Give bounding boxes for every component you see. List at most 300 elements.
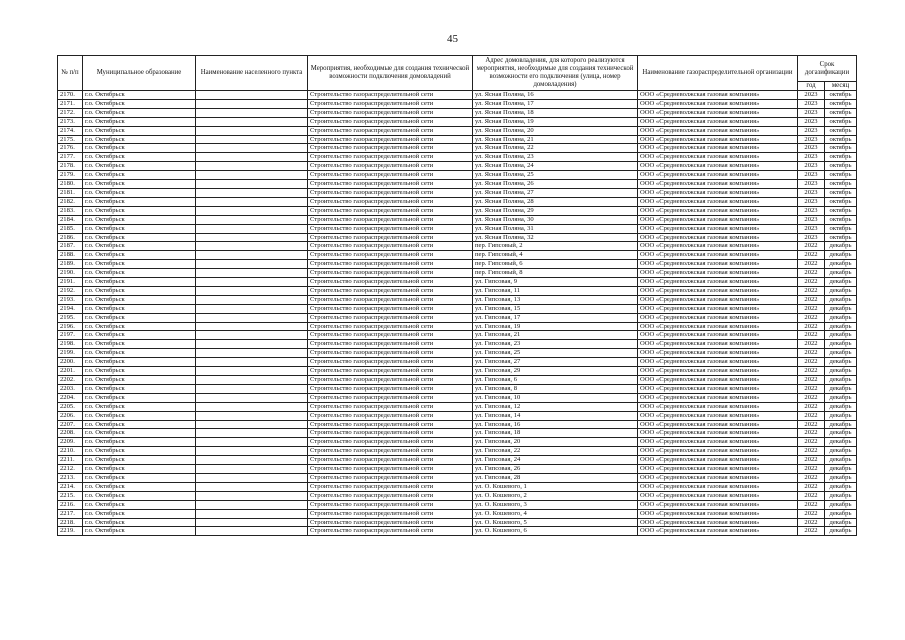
row-measures: Строительство газораспределительной сети bbox=[308, 153, 473, 162]
row-address: ул. Ясная Поляна, 31 bbox=[473, 224, 638, 233]
row-measures: Строительство газораспределительной сети bbox=[308, 91, 473, 100]
row-year: 2022 bbox=[798, 509, 825, 518]
row-municipality: г.о. Октябрьск bbox=[83, 153, 196, 162]
row-num: 2175. bbox=[58, 135, 83, 144]
row-measures: Строительство газораспределительной сети bbox=[308, 269, 473, 278]
row-month: декабрь bbox=[825, 527, 857, 536]
table-row bbox=[58, 91, 857, 100]
row-month: октябрь bbox=[825, 108, 857, 117]
row-settlement bbox=[196, 509, 308, 518]
row-organization: ООО «Средневолжская газовая компания» bbox=[638, 411, 798, 420]
row-organization: ООО «Средневолжская газовая компания» bbox=[638, 126, 798, 135]
row-month: декабрь bbox=[825, 402, 857, 411]
row-month: декабрь bbox=[825, 331, 857, 340]
row-month: декабрь bbox=[825, 269, 857, 278]
row-year: 2022 bbox=[798, 447, 825, 456]
table-row bbox=[58, 376, 857, 385]
row-num: 2185. bbox=[58, 224, 83, 233]
row-organization: ООО «Средневолжская газовая компания» bbox=[638, 278, 798, 287]
page-number: 45 bbox=[447, 33, 458, 45]
row-organization: ООО «Средневолжская газовая компания» bbox=[638, 286, 798, 295]
row-municipality: г.о. Октябрьск bbox=[83, 465, 196, 474]
row-organization: ООО «Средневолжская газовая компания» bbox=[638, 349, 798, 358]
row-settlement bbox=[196, 447, 308, 456]
row-month: декабрь bbox=[825, 376, 857, 385]
row-month: декабрь bbox=[825, 447, 857, 456]
row-address: ул. Гипсовая, 25 bbox=[473, 349, 638, 358]
row-measures: Строительство газораспределительной сети bbox=[308, 260, 473, 269]
row-year: 2022 bbox=[798, 465, 825, 474]
row-municipality: г.о. Октябрьск bbox=[83, 197, 196, 206]
row-measures: Строительство газораспределительной сети bbox=[308, 384, 473, 393]
row-settlement bbox=[196, 411, 308, 420]
row-num: 2209. bbox=[58, 438, 83, 447]
row-year: 2022 bbox=[798, 242, 825, 251]
row-municipality: г.о. Октябрьск bbox=[83, 420, 196, 429]
row-organization: ООО «Средневолжская газовая компания» bbox=[638, 215, 798, 224]
row-municipality: г.о. Октябрьск bbox=[83, 188, 196, 197]
row-year: 2022 bbox=[798, 491, 825, 500]
row-month: декабрь bbox=[825, 304, 857, 313]
row-year: 2022 bbox=[798, 295, 825, 304]
header-deadline: Срок догазификации bbox=[798, 56, 857, 82]
row-measures: Строительство газораспределительной сети bbox=[308, 126, 473, 135]
row-num: 2211. bbox=[58, 456, 83, 465]
row-num: 2218. bbox=[58, 518, 83, 527]
gasification-table bbox=[57, 55, 857, 536]
row-settlement bbox=[196, 286, 308, 295]
row-municipality: г.о. Октябрьск bbox=[83, 99, 196, 108]
row-num: 2215. bbox=[58, 491, 83, 500]
row-settlement bbox=[196, 242, 308, 251]
row-organization: ООО «Средневолжская газовая компания» bbox=[638, 117, 798, 126]
row-measures: Строительство газораспределительной сети bbox=[308, 349, 473, 358]
row-month: декабрь bbox=[825, 429, 857, 438]
row-settlement bbox=[196, 215, 308, 224]
row-measures: Строительство газораспределительной сети bbox=[308, 242, 473, 251]
header-num: № п/п bbox=[58, 56, 83, 91]
row-organization: ООО «Средневолжская газовая компания» bbox=[638, 367, 798, 376]
row-organization: ООО «Средневолжская газовая компания» bbox=[638, 393, 798, 402]
row-num: 2195. bbox=[58, 313, 83, 322]
row-organization: ООО «Средневолжская газовая компания» bbox=[638, 295, 798, 304]
row-settlement bbox=[196, 527, 308, 536]
header-month: месяц bbox=[825, 82, 857, 91]
table-row bbox=[58, 367, 857, 376]
row-measures: Строительство газораспределительной сети bbox=[308, 340, 473, 349]
row-settlement bbox=[196, 518, 308, 527]
header-address: Адрес домовладения, для которого реализуются мероприятия, необходимые для создания технической возможности его подключения (улица, номер домовладения) bbox=[473, 56, 638, 91]
row-year: 2022 bbox=[798, 260, 825, 269]
row-num: 2203. bbox=[58, 384, 83, 393]
table-row bbox=[58, 171, 857, 180]
row-settlement bbox=[196, 482, 308, 491]
row-municipality: г.о. Октябрьск bbox=[83, 251, 196, 260]
row-settlement bbox=[196, 108, 308, 117]
table-row bbox=[58, 260, 857, 269]
table-header bbox=[58, 56, 857, 91]
row-num: 2188. bbox=[58, 251, 83, 260]
row-num: 2177. bbox=[58, 153, 83, 162]
row-month: декабрь bbox=[825, 456, 857, 465]
row-month: декабрь bbox=[825, 313, 857, 322]
row-year: 2022 bbox=[798, 358, 825, 367]
row-num: 2198. bbox=[58, 340, 83, 349]
row-municipality: г.о. Октябрьск bbox=[83, 162, 196, 171]
row-address: ул. Гипсовая, 10 bbox=[473, 393, 638, 402]
row-measures: Строительство газораспределительной сети bbox=[308, 465, 473, 474]
row-month: октябрь bbox=[825, 153, 857, 162]
row-year: 2022 bbox=[798, 518, 825, 527]
table-row bbox=[58, 188, 857, 197]
row-organization: ООО «Средневолжская газовая компания» bbox=[638, 224, 798, 233]
row-settlement bbox=[196, 224, 308, 233]
row-organization: ООО «Средневолжская газовая компания» bbox=[638, 518, 798, 527]
row-year: 2022 bbox=[798, 456, 825, 465]
row-measures: Строительство газораспределительной сети bbox=[308, 402, 473, 411]
row-measures: Строительство газораспределительной сети bbox=[308, 304, 473, 313]
row-month: октябрь bbox=[825, 99, 857, 108]
row-address: ул. Ясная Поляна, 28 bbox=[473, 197, 638, 206]
table-row bbox=[58, 108, 857, 117]
row-address: ул. О. Кошевого, 1 bbox=[473, 482, 638, 491]
row-municipality: г.о. Октябрьск bbox=[83, 518, 196, 527]
row-year: 2022 bbox=[798, 340, 825, 349]
row-num: 2204. bbox=[58, 393, 83, 402]
row-municipality: г.о. Октябрьск bbox=[83, 313, 196, 322]
row-year: 2023 bbox=[798, 162, 825, 171]
row-municipality: г.о. Октябрьск bbox=[83, 180, 196, 189]
row-settlement bbox=[196, 260, 308, 269]
row-measures: Строительство газораспределительной сети bbox=[308, 358, 473, 367]
row-year: 2023 bbox=[798, 233, 825, 242]
row-municipality: г.о. Октябрьск bbox=[83, 367, 196, 376]
table-row bbox=[58, 144, 857, 153]
row-measures: Строительство газораспределительной сети bbox=[308, 500, 473, 509]
row-municipality: г.о. Октябрьск bbox=[83, 509, 196, 518]
row-address: ул. Ясная Поляна, 32 bbox=[473, 233, 638, 242]
row-organization: ООО «Средневолжская газовая компания» bbox=[638, 482, 798, 491]
row-measures: Строительство газораспределительной сети bbox=[308, 420, 473, 429]
row-municipality: г.о. Октябрьск bbox=[83, 108, 196, 117]
row-month: октябрь bbox=[825, 224, 857, 233]
table-row bbox=[58, 224, 857, 233]
row-municipality: г.о. Октябрьск bbox=[83, 322, 196, 331]
row-month: декабрь bbox=[825, 358, 857, 367]
row-address: ул. О. Кошевого, 2 bbox=[473, 491, 638, 500]
row-month: октябрь bbox=[825, 91, 857, 100]
row-month: октябрь bbox=[825, 135, 857, 144]
row-num: 2192. bbox=[58, 286, 83, 295]
row-address: ул. Ясная Поляна, 18 bbox=[473, 108, 638, 117]
row-address: ул. Ясная Поляна, 30 bbox=[473, 215, 638, 224]
row-municipality: г.о. Октябрьск bbox=[83, 491, 196, 500]
row-organization: ООО «Средневолжская газовая компания» bbox=[638, 465, 798, 474]
row-address: ул. Гипсовая, 15 bbox=[473, 304, 638, 313]
row-year: 2022 bbox=[798, 420, 825, 429]
row-year: 2022 bbox=[798, 376, 825, 385]
row-measures: Строительство газораспределительной сети bbox=[308, 438, 473, 447]
row-address: ул. О. Кошевого, 6 bbox=[473, 527, 638, 536]
row-municipality: г.о. Октябрьск bbox=[83, 376, 196, 385]
row-address: ул. Гипсовая, 19 bbox=[473, 322, 638, 331]
row-num: 2186. bbox=[58, 233, 83, 242]
table-row bbox=[58, 295, 857, 304]
row-num: 2191. bbox=[58, 278, 83, 287]
row-municipality: г.о. Октябрьск bbox=[83, 117, 196, 126]
row-settlement bbox=[196, 188, 308, 197]
row-organization: ООО «Средневолжская газовая компания» bbox=[638, 144, 798, 153]
row-num: 2205. bbox=[58, 402, 83, 411]
row-num: 2193. bbox=[58, 295, 83, 304]
table-row bbox=[58, 215, 857, 224]
row-organization: ООО «Средневолжская газовая компания» bbox=[638, 233, 798, 242]
row-measures: Строительство газораспределительной сети bbox=[308, 233, 473, 242]
row-month: декабрь bbox=[825, 491, 857, 500]
table-row bbox=[58, 206, 857, 215]
table-row bbox=[58, 473, 857, 482]
table-row bbox=[58, 251, 857, 260]
table-row bbox=[58, 313, 857, 322]
row-settlement bbox=[196, 322, 308, 331]
row-year: 2022 bbox=[798, 313, 825, 322]
row-month: октябрь bbox=[825, 117, 857, 126]
table-row bbox=[58, 402, 857, 411]
row-municipality: г.о. Октябрьск bbox=[83, 286, 196, 295]
row-num: 2189. bbox=[58, 260, 83, 269]
row-num: 2172. bbox=[58, 108, 83, 117]
row-measures: Строительство газораспределительной сети bbox=[308, 188, 473, 197]
row-address: ул. Гипсовая, 16 bbox=[473, 420, 638, 429]
row-municipality: г.о. Октябрьск bbox=[83, 402, 196, 411]
row-organization: ООО «Средневолжская газовая компания» bbox=[638, 447, 798, 456]
row-settlement bbox=[196, 144, 308, 153]
row-year: 2022 bbox=[798, 482, 825, 491]
row-organization: ООО «Средневолжская газовая компания» bbox=[638, 384, 798, 393]
row-measures: Строительство газораспределительной сети bbox=[308, 367, 473, 376]
row-organization: ООО «Средневолжская газовая компания» bbox=[638, 331, 798, 340]
table-row bbox=[58, 518, 857, 527]
header-measures: Мероприятия, необходимые для создания технической возможности подключения домовладений bbox=[308, 56, 473, 91]
table-row bbox=[58, 500, 857, 509]
header-organization: Наименование газораспределительной организации bbox=[638, 56, 798, 91]
row-organization: ООО «Средневолжская газовая компания» bbox=[638, 206, 798, 215]
row-settlement bbox=[196, 117, 308, 126]
row-municipality: г.о. Октябрьск bbox=[83, 447, 196, 456]
row-month: декабрь bbox=[825, 465, 857, 474]
row-settlement bbox=[196, 171, 308, 180]
row-num: 2201. bbox=[58, 367, 83, 376]
table-row bbox=[58, 482, 857, 491]
row-month: октябрь bbox=[825, 126, 857, 135]
row-measures: Строительство газораспределительной сети bbox=[308, 286, 473, 295]
row-settlement bbox=[196, 233, 308, 242]
header-settlement: Наименование населенного пункта bbox=[196, 56, 308, 91]
row-month: октябрь bbox=[825, 197, 857, 206]
row-month: декабрь bbox=[825, 509, 857, 518]
row-settlement bbox=[196, 384, 308, 393]
row-year: 2023 bbox=[798, 126, 825, 135]
row-organization: ООО «Средневолжская газовая компания» bbox=[638, 500, 798, 509]
row-year: 2022 bbox=[798, 438, 825, 447]
row-municipality: г.о. Октябрьск bbox=[83, 91, 196, 100]
row-municipality: г.о. Октябрьск bbox=[83, 171, 196, 180]
row-measures: Строительство газораспределительной сети bbox=[308, 295, 473, 304]
row-month: декабрь bbox=[825, 349, 857, 358]
row-settlement bbox=[196, 393, 308, 402]
row-measures: Строительство газораспределительной сети bbox=[308, 491, 473, 500]
row-year: 2023 bbox=[798, 171, 825, 180]
row-organization: ООО «Средневолжская газовая компания» bbox=[638, 269, 798, 278]
table-row bbox=[58, 491, 857, 500]
row-measures: Строительство газораспределительной сети bbox=[308, 224, 473, 233]
row-num: 2180. bbox=[58, 180, 83, 189]
row-settlement bbox=[196, 500, 308, 509]
table-row bbox=[58, 278, 857, 287]
row-municipality: г.о. Октябрьск bbox=[83, 473, 196, 482]
row-month: декабрь bbox=[825, 384, 857, 393]
row-year: 2023 bbox=[798, 180, 825, 189]
row-settlement bbox=[196, 349, 308, 358]
row-year: 2022 bbox=[798, 393, 825, 402]
row-address: ул. Ясная Поляна, 16 bbox=[473, 91, 638, 100]
row-organization: ООО «Средневолжская газовая компания» bbox=[638, 313, 798, 322]
row-address: ул. О. Кошевого, 5 bbox=[473, 518, 638, 527]
row-settlement bbox=[196, 438, 308, 447]
row-year: 2022 bbox=[798, 527, 825, 536]
row-settlement bbox=[196, 251, 308, 260]
table-row bbox=[58, 465, 857, 474]
row-month: декабрь bbox=[825, 393, 857, 402]
row-address: ул. Гипсовая, 12 bbox=[473, 402, 638, 411]
table-row bbox=[58, 162, 857, 171]
row-municipality: г.о. Октябрьск bbox=[83, 349, 196, 358]
table-row bbox=[58, 304, 857, 313]
row-num: 2190. bbox=[58, 269, 83, 278]
row-municipality: г.о. Октябрьск bbox=[83, 144, 196, 153]
row-year: 2022 bbox=[798, 367, 825, 376]
row-address: ул. Ясная Поляна, 19 bbox=[473, 117, 638, 126]
row-num: 2200. bbox=[58, 358, 83, 367]
row-month: декабрь bbox=[825, 482, 857, 491]
row-municipality: г.о. Октябрьск bbox=[83, 340, 196, 349]
row-measures: Строительство газораспределительной сети bbox=[308, 518, 473, 527]
row-measures: Строительство газораспределительной сети bbox=[308, 376, 473, 385]
row-address: ул. О. Кошевого, 4 bbox=[473, 509, 638, 518]
row-month: декабрь bbox=[825, 322, 857, 331]
row-measures: Строительство газораспределительной сети bbox=[308, 482, 473, 491]
table-row bbox=[58, 411, 857, 420]
row-measures: Строительство газораспределительной сети bbox=[308, 206, 473, 215]
table-row bbox=[58, 527, 857, 536]
row-municipality: г.о. Октябрьск bbox=[83, 242, 196, 251]
row-measures: Строительство газораспределительной сети bbox=[308, 171, 473, 180]
row-address: ул. Ясная Поляна, 27 bbox=[473, 188, 638, 197]
table-row bbox=[58, 233, 857, 242]
row-month: декабрь bbox=[825, 340, 857, 349]
row-address: ул. Ясная Поляна, 29 bbox=[473, 206, 638, 215]
row-month: октябрь bbox=[825, 144, 857, 153]
row-organization: ООО «Средневолжская газовая компания» bbox=[638, 162, 798, 171]
row-address: ул. Гипсовая, 26 bbox=[473, 465, 638, 474]
row-address: ул. Гипсовая, 6 bbox=[473, 376, 638, 385]
row-address: ул. Гипсовая, 22 bbox=[473, 447, 638, 456]
row-address: пер. Гипсовый, 2 bbox=[473, 242, 638, 251]
row-year: 2022 bbox=[798, 269, 825, 278]
row-settlement bbox=[196, 473, 308, 482]
row-municipality: г.о. Октябрьск bbox=[83, 438, 196, 447]
row-address: ул. Гипсовая, 27 bbox=[473, 358, 638, 367]
row-settlement bbox=[196, 126, 308, 135]
row-municipality: г.о. Октябрьск bbox=[83, 269, 196, 278]
row-address: пер. Гипсовый, 8 bbox=[473, 269, 638, 278]
row-month: декабрь bbox=[825, 367, 857, 376]
row-address: ул. Ясная Поляна, 26 bbox=[473, 180, 638, 189]
row-settlement bbox=[196, 465, 308, 474]
row-settlement bbox=[196, 367, 308, 376]
row-num: 2217. bbox=[58, 509, 83, 518]
row-settlement bbox=[196, 429, 308, 438]
row-month: октябрь bbox=[825, 188, 857, 197]
row-num: 2181. bbox=[58, 188, 83, 197]
row-organization: ООО «Средневолжская газовая компания» bbox=[638, 429, 798, 438]
row-num: 2178. bbox=[58, 162, 83, 171]
row-municipality: г.о. Октябрьск bbox=[83, 295, 196, 304]
row-num: 2184. bbox=[58, 215, 83, 224]
table-row bbox=[58, 322, 857, 331]
row-organization: ООО «Средневолжская газовая компания» bbox=[638, 420, 798, 429]
row-year: 2022 bbox=[798, 402, 825, 411]
row-measures: Строительство газораспределительной сети bbox=[308, 473, 473, 482]
row-month: декабрь bbox=[825, 411, 857, 420]
row-address: ул. Гипсовая, 24 bbox=[473, 456, 638, 465]
row-settlement bbox=[196, 278, 308, 287]
row-year: 2023 bbox=[798, 224, 825, 233]
row-municipality: г.о. Октябрьск bbox=[83, 384, 196, 393]
row-municipality: г.о. Октябрьск bbox=[83, 206, 196, 215]
row-address: пер. Гипсовый, 6 bbox=[473, 260, 638, 269]
row-municipality: г.о. Октябрьск bbox=[83, 260, 196, 269]
row-year: 2023 bbox=[798, 135, 825, 144]
row-measures: Строительство газораспределительной сети bbox=[308, 215, 473, 224]
row-year: 2022 bbox=[798, 349, 825, 358]
row-municipality: г.о. Октябрьск bbox=[83, 331, 196, 340]
row-organization: ООО «Средневолжская газовая компания» bbox=[638, 358, 798, 367]
row-settlement bbox=[196, 420, 308, 429]
row-measures: Строительство газораспределительной сети bbox=[308, 393, 473, 402]
row-organization: ООО «Средневолжская газовая компания» bbox=[638, 153, 798, 162]
row-settlement bbox=[196, 99, 308, 108]
row-month: декабрь bbox=[825, 500, 857, 509]
row-measures: Строительство газораспределительной сети bbox=[308, 331, 473, 340]
row-organization: ООО «Средневолжская газовая компания» bbox=[638, 491, 798, 500]
row-month: декабрь bbox=[825, 420, 857, 429]
row-municipality: г.о. Октябрьск bbox=[83, 135, 196, 144]
row-organization: ООО «Средневолжская газовая компания» bbox=[638, 242, 798, 251]
row-address: ул. Гипсовая, 21 bbox=[473, 331, 638, 340]
row-measures: Строительство газораспределительной сети bbox=[308, 135, 473, 144]
row-municipality: г.о. Октябрьск bbox=[83, 429, 196, 438]
row-measures: Строительство газораспределительной сети bbox=[308, 527, 473, 536]
row-organization: ООО «Средневолжская газовая компания» bbox=[638, 322, 798, 331]
row-organization: ООО «Средневолжская газовая компания» bbox=[638, 456, 798, 465]
table-row bbox=[58, 126, 857, 135]
row-num: 2213. bbox=[58, 473, 83, 482]
row-address: ул. Ясная Поляна, 22 bbox=[473, 144, 638, 153]
row-year: 2022 bbox=[798, 331, 825, 340]
row-year: 2023 bbox=[798, 188, 825, 197]
row-municipality: г.о. Октябрьск bbox=[83, 411, 196, 420]
